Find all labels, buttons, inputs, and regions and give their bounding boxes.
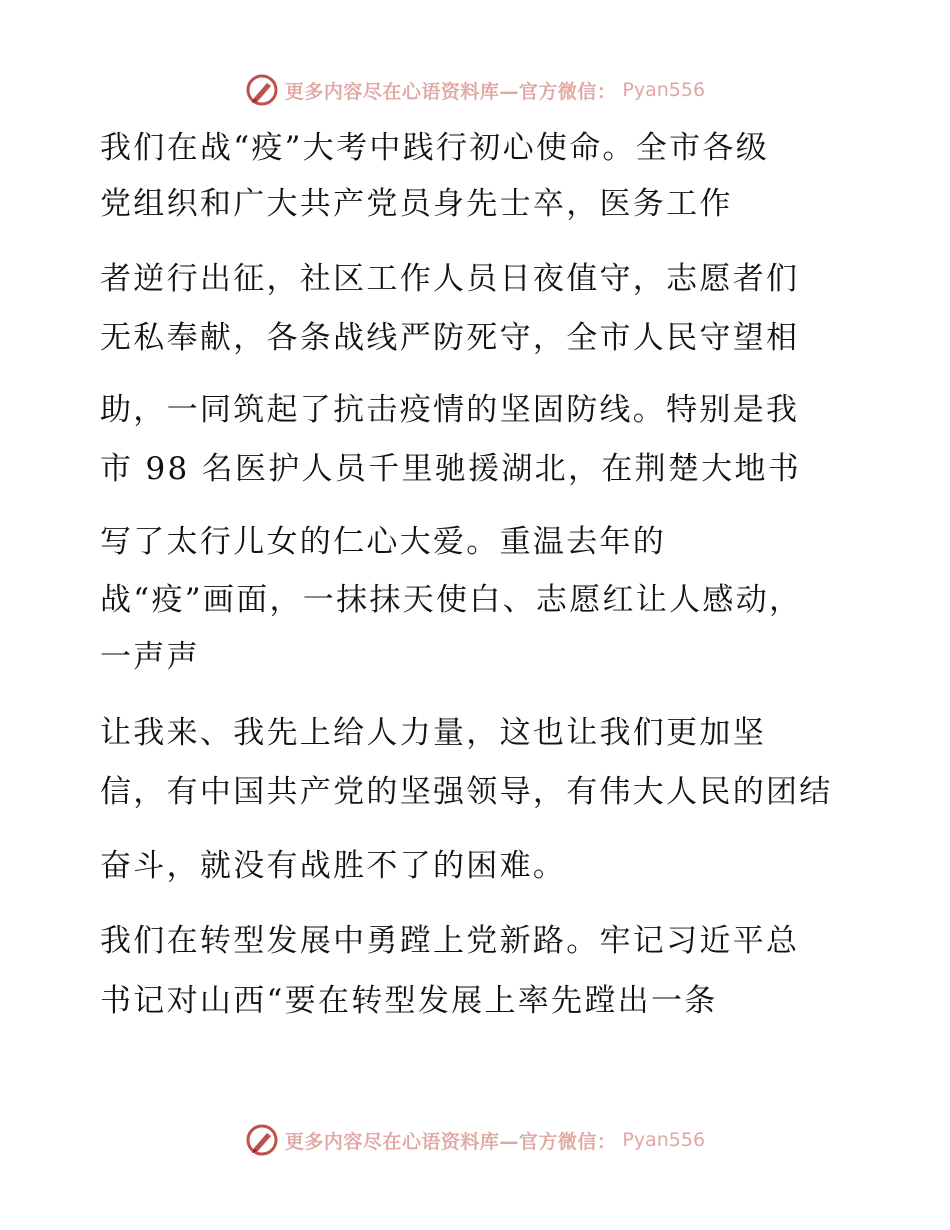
text-line: 者逆行出征，社区工作人员日夜值守，志愿者们 [100,261,800,297]
text-line: 我们在战“疫”大考中践行初心使命。全市各级 [100,130,769,166]
text-line: 一声声 [100,639,200,675]
text-line: 信，有中国共产党的坚强领导，有伟大人民的团结 [100,774,833,810]
header-banner [0,70,950,110]
banner-wechat-handle: Pyan556 [622,1129,706,1151]
pen-logo-icon [245,1123,279,1157]
text-line: 市 98 名医护人员千里驰援湖北，在荆楚大地书 [100,451,802,487]
banner-promo-text: 更多内容尽在心语资料库—官方微信： [284,1130,617,1153]
text-line: 战“疫”画面，一抹抹天使白、志愿红让人感动， [100,582,803,618]
footer-banner [0,1120,950,1160]
text-line: 书记对山西“要在转型发展上率先蹚出一条 [100,983,718,1019]
banner-promo-text: 更多内容尽在心语资料库—官方微信： [284,80,617,103]
banner-wechat-handle: Pyan556 [622,79,706,101]
text-line: 党组织和广大共产党员身先士卒，医务工作 [100,186,733,222]
text-line: 奋斗，就没有战胜不了的困难。 [100,848,567,884]
text-line: 写了太行儿女的仁心大爱。重温去年的 [100,524,667,560]
text-line: 助，一同筑起了抗击疫情的坚固防线。特别是我 [100,392,800,428]
pen-logo-icon [245,73,279,107]
text-line: 无私奉献，各条战线严防死守，全市人民守望相 [100,320,800,356]
text-line: 我们在转型发展中勇蹚上党新路。牢记习近平总 [100,923,800,959]
text-line: 让我来、我先上给人力量，这也让我们更加坚 [100,715,766,751]
